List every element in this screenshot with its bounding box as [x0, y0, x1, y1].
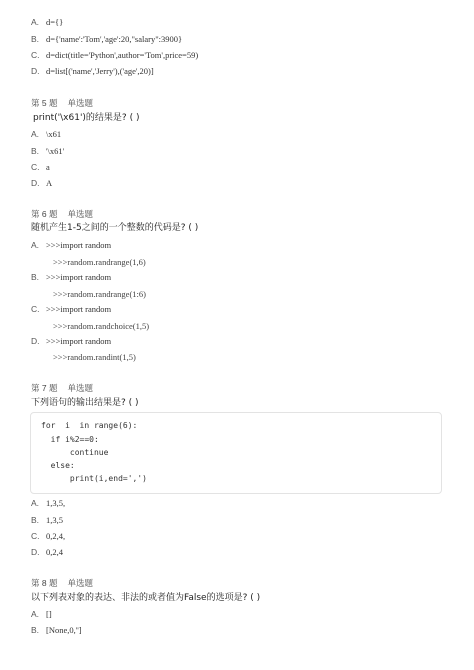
- q6-question: 随机产生1-5之间的一个整数的代码是? ( ): [31, 223, 199, 233]
- option-text: d={}: [46, 17, 64, 27]
- option-letter: D.: [31, 547, 40, 557]
- option-text: 0,2,4: [46, 547, 63, 557]
- code-line: print(i,end=','): [41, 474, 147, 483]
- option-letter: B.: [31, 146, 40, 156]
- option-text: 1,3,5,: [46, 498, 66, 508]
- q6-option-a[interactable]: [31, 239, 111, 252]
- option-letter: B.: [31, 625, 40, 635]
- option-text: d={'name':'Tom','age':20,"salary":3900}: [46, 34, 183, 44]
- q6-option-c[interactable]: [31, 303, 111, 316]
- option-letter: A.: [31, 609, 40, 619]
- q6-option-a-line2: >>>random.randrange(1,6): [53, 257, 146, 267]
- option-text: 0,2,4,: [46, 531, 66, 541]
- option-text: >>>import random: [46, 272, 112, 282]
- option-letter: D.: [31, 66, 40, 76]
- q6-option-b-line2: >>>random.randrange(1:6): [53, 289, 146, 299]
- q6-header: [31, 208, 93, 220]
- q8-question: 以下列表对象的表达、非法的或者值为False的选项是? ( ): [31, 593, 261, 603]
- question-number: 第 8 题: [31, 578, 58, 588]
- option-letter: B.: [31, 272, 40, 282]
- q6-option-c-line2: >>>random.randchoice(1,5): [53, 321, 150, 331]
- option-text: []: [46, 609, 52, 619]
- q8-option-a[interactable]: [31, 608, 52, 621]
- q6-option-d[interactable]: [31, 335, 111, 348]
- q7-option-c[interactable]: [31, 530, 65, 543]
- option-text: a: [46, 162, 50, 172]
- option-letter: C.: [31, 304, 40, 314]
- q8-header: [31, 577, 93, 589]
- q5-option-b[interactable]: [31, 145, 64, 158]
- q7-question: 下列语句的输出结果是? ( ): [31, 398, 139, 408]
- q6-option-d-line2: >>>random.randint(1,5): [53, 352, 136, 362]
- option-letter: D.: [31, 178, 40, 188]
- option-letter: C.: [31, 162, 40, 172]
- q5-option-a[interactable]: [31, 128, 61, 141]
- code-line: continue: [41, 448, 109, 457]
- question-number: 第 7 题: [31, 383, 58, 393]
- question-type: 单选题: [67, 98, 93, 108]
- option-letter: A.: [31, 17, 40, 27]
- q5-option-d[interactable]: [31, 177, 52, 190]
- option-text: 1,3,5: [46, 515, 63, 525]
- option-letter: B.: [31, 515, 40, 525]
- option-letter: A.: [31, 240, 40, 250]
- option-text: d=dict(title='Python',author='Tom',price=59): [46, 50, 199, 60]
- option-letter: B.: [31, 34, 40, 44]
- option-text: >>>import random: [46, 240, 112, 250]
- code-line: if i%2==0:: [41, 435, 99, 444]
- option-text: [None,0,'']: [46, 625, 82, 635]
- option-text: >>>import random: [46, 304, 112, 314]
- option-text: '\x61': [46, 146, 65, 156]
- question-type: 单选题: [67, 383, 93, 393]
- option-letter: A.: [31, 498, 40, 508]
- option-text: \x61: [46, 129, 62, 139]
- question-number: 第 5 题: [31, 98, 58, 108]
- question-number: 第 6 题: [31, 209, 58, 219]
- option-letter: D.: [31, 336, 40, 346]
- q7-option-b[interactable]: [31, 514, 63, 527]
- option-text: >>>import random: [46, 336, 112, 346]
- q6-option-b[interactable]: [31, 271, 111, 284]
- code-block: [30, 412, 442, 494]
- q5-option-c[interactable]: [31, 161, 50, 174]
- q5-question: print('\x61')的结果是? ( ): [33, 113, 140, 123]
- q4-option-b[interactable]: [31, 33, 182, 46]
- q4-option-c[interactable]: [31, 49, 198, 62]
- q7-option-a[interactable]: [31, 497, 65, 510]
- option-text: A: [46, 178, 53, 188]
- q8-option-b[interactable]: [31, 624, 82, 637]
- q7-header: [31, 382, 93, 394]
- code-line: else:: [41, 461, 75, 470]
- code-line: for i in range(6):: [41, 421, 138, 430]
- question-type: 单选题: [67, 578, 93, 588]
- q4-option-a[interactable]: [31, 16, 63, 29]
- q4-option-d[interactable]: [31, 65, 154, 78]
- option-text: d=list[('name','Jerry'),('age',20)]: [46, 66, 154, 76]
- option-letter: C.: [31, 531, 40, 541]
- q7-option-d[interactable]: [31, 546, 63, 559]
- q5-header: [31, 97, 93, 109]
- option-letter: C.: [31, 50, 40, 60]
- question-type: 单选题: [67, 209, 93, 219]
- option-letter: A.: [31, 129, 40, 139]
